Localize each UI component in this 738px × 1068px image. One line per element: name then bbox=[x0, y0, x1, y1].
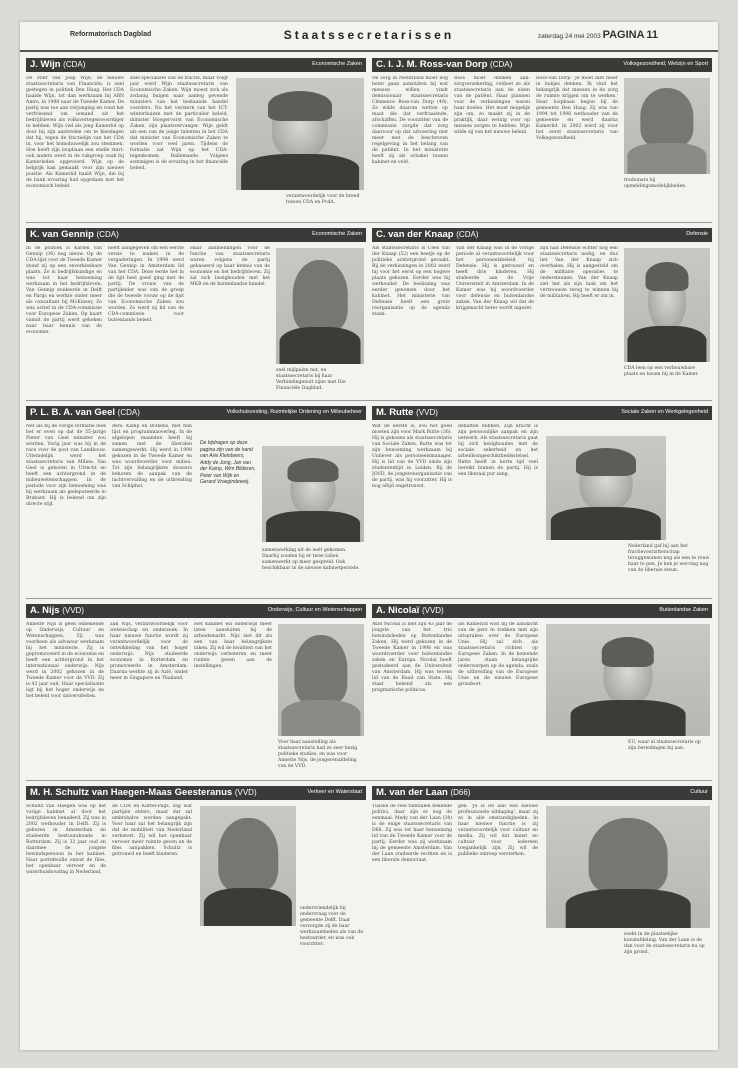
article-header bbox=[372, 406, 712, 420]
article-header bbox=[372, 58, 712, 72]
article-text: Annette Nijs is geen onbekende op Onderwijs, Cultuur en Wetenschappen. Zij was voorheen als adviseur werkzaam bij het ministerie. Zij is gepromoveerd in de economie en heeft een achtergrond in het internationaal onderwijs. Nijs werd in 2002 gekozen in de Tweede Kamer voor de VVD. Zij is 42 jaar oud. Haar specialisatie ligt bij het hoger onderwijs en het beleid voor universiteiten. bbox=[26, 622, 104, 699]
article-text: Tussen de vele tientallen bekende politici, daar zijn er nog de eenmaal. Medy van der Laan (34) is de enige staatssecretaris van D66. Zij was tot haar benoeming lid van de Tweede Kamer voor de partij. Eerder was zij werkzaam bij de gemeente Amsterdam. Van der Laan studeerde rechten en is een liberale democraat. bbox=[372, 804, 452, 863]
article-header bbox=[26, 58, 366, 72]
article-rutte bbox=[372, 406, 712, 594]
date: zaterdag 24 mei 2003 bbox=[537, 33, 601, 40]
article-text: De zorg in Nederland moet nog beter gaan aansluiten bij wat mensen willen, vindt demissionair staatssecretaris Clémence Ross-van Dorp (49). Ze wilde daarom wetten op maat die dat verfraaiende, afschaffen. De voorzitter van de commissie zorgde dat zorg daarvoor op dat uitvoering niet meer met de beschreven regelgeving in het belang van de patiënt. In het ministerie heeft zij als schakel tussen kabinet en veld. bbox=[372, 76, 448, 165]
article-section: Buitenlandse Zaken bbox=[659, 607, 708, 613]
article-text: heeft aangegeven om een eerste versie te maken in de vergaderingen. In 1998 werd Van Gennip in Amsterdam lid van het CDA. Deze eerde het in de tijd heel goed ging met de partij. De vrouw van de partijleider was van de groep die de tweede vrouw op de lijst van Economische Zaken zou worden. Zo werd zij lid van de CDA-commissie voor buitenlands beleid. bbox=[108, 246, 184, 323]
photo-caption: snel mijlpalen nut, en staatssecretaris bij haar Verbindingenuit zijne met Die Financiële Dagblad. bbox=[276, 368, 346, 391]
article-text: Schultz van Haegen was op het vorige kabinet al door het bedrijfsleven benaderd. Zij was in 2002 wethouder in Delft. Zij is geboren in Amsterdam en studeerde bestuurskunde in Rotterdam. Zij is 32 jaar oud en daarmee de jongste bewindspersoon in het kabinet. Haar portefeuille omvat de files, het openbaar vervoer en de waterhuishouding in Nederland. bbox=[26, 804, 106, 875]
article-section: Onderwijs, Cultuur en Wetenschappen bbox=[267, 607, 362, 613]
article-header bbox=[26, 604, 366, 618]
pull-quote: De bijdragen op deze pagina zijn van de hand van Arie Kleinbeers, Addy de Jong, Jan van der Kamp, Wim Bilderen, Peter van Wijk en Gerard Vroegindeweij. bbox=[200, 440, 256, 485]
portrait-photo bbox=[276, 248, 364, 364]
article-header bbox=[372, 786, 712, 800]
article-name: A. Nijs (VVD) bbox=[30, 605, 84, 616]
photo-caption: verantwoordelijk voor de breed tussen CDA en PvdA. bbox=[286, 194, 360, 205]
portrait-photo bbox=[546, 624, 710, 736]
article-name: J. Wijn (CDA) bbox=[30, 59, 86, 70]
photo-caption: Voor haar aanstelling als staatssecretaris had ze zeer bezig politieke studies, en was voor Annette Nijs, de jongerenafdeling van de VVD. bbox=[278, 740, 358, 769]
newspaper-page bbox=[20, 22, 718, 1050]
article-name: P. L. B. A. van Geel (CDA) bbox=[30, 407, 140, 418]
photo-caption: CDA leen op een verbouwbare plaats en kwam bij in de Kamer. bbox=[624, 366, 699, 377]
newspaper-name: Reformatorisch Dagblad bbox=[70, 31, 152, 38]
article-wijn bbox=[26, 58, 366, 218]
article-text: Als staatssecretaris is Cees van der Knaap (52) een beetje op de politieke achtergrond geraakt. Bij de verkiezingen in 2002 werd hij voor het eerst op een hogere plaats gekozen. Eerder was hij wethouder. De beslissing was eerder genomen door het kabinet. Het ministerie van Defensie heeft een grote reorganisatie op de agenda staan. bbox=[372, 246, 450, 317]
article-name: C. van der Knaap (CDA) bbox=[376, 229, 479, 240]
article-header bbox=[26, 228, 366, 242]
article-text: aan Nijs, verantwoordelijk voor wetenschap en onderzoek. In haar nieuwe functie wordt zij verantwoordelijk voor de ontwikkeling van het hoger onderwijs. Nijs studeerde economie in Rotterdam en promoveerde in Amsterdam. Daarna werkte zij in Azië, onder meer in Singapore en Thailand. bbox=[110, 622, 188, 681]
page-title: Staatssecretarissen bbox=[283, 28, 455, 42]
article-text: Ross-van Dorp: 'Je moet niet meer in hokjes denken. Ik vind het belangrijk dat mensen in de zorg de ruimte krijgen om te werken.' Haar loopbaan begon bij de gemeente Den Haag. Zij was van 1994 tot 1998 wethouder van de gemeente en werd daarna Kamerlid. In 2002 werd zij voor het eerst staatssecretaris van Volksgezondheid. bbox=[536, 76, 618, 141]
article-text: als Kamerlid wist hij de aandacht van de pers te trekken met zijn uitspraken over de Europese Unie. Hij zal zich als staatssecretaris richten op Europese Zaken. In de komende jaren staan belangrijke onderwerpen op de agenda, zoals de uitbreiding van de Europese Unie en de nieuwe Europese grondwet. bbox=[458, 622, 538, 687]
article-schultz bbox=[26, 786, 366, 970]
article-section: Economische Zaken bbox=[312, 231, 362, 237]
article-text: Wat de eerste is, zou het goed moeten zijn voor Mark Rutte (36). Hij is gekozen als staatssecretaris van Sociale Zaken. Rutte was tot zijn benoeming werkzaam bij Unilever als personeelsmanager. Hij is lid van de VVD sinds zijn studententijd in Leiden. Bij de JOVD, de jongerenorganisatie van de partij, was hij voorzitter. Hij is nog altijd ongetrouwd. bbox=[372, 424, 452, 489]
portrait-photo bbox=[624, 248, 710, 362]
article-header bbox=[26, 406, 366, 420]
article-text: Ross moet denken aan: zorgverzekering, voldoet ze als staatssecretaris aan de eisen van de patiënt. Haar plannen voor de verkiezingen waren haar doelen. Het moet mogelijk zijn om, zo maakt zij in de praktijk, daar weinig voor op mensen zorgen te hebben. Wijn wilde zij van het nieuwe beleid. bbox=[454, 76, 530, 135]
portrait-photo bbox=[278, 624, 364, 736]
article-laan bbox=[372, 786, 712, 970]
article-nicolai bbox=[372, 604, 712, 776]
article-text: stiel specialiste van de fractie, maar volgt jaar werd Wijn staatssecretaris van Economische Zaken. Wijn moest zich als zodanig buigen naar aanleg gevende ministers van het bestaande handel voerders. Nu het versterk van het ICT-winterhuizen met de particulier beleid, minister Hoogervorst van Economische Zaken, zijn plaatsvervanger. Wijn geldt als een van de jonge talenten in het CDA dat minister van Economische Zaken te worden voor veel jaren. Tijdens de formatie zat Wijn op het CDA-tegenkomen. Ballemaede. Volgens sommigen is de ervaring in het financiële beleid. bbox=[130, 76, 228, 171]
portrait-photo bbox=[200, 806, 296, 926]
article-text: Van der Knaap was in de vorige periode al verantwoordelijk voor het personeelsbeleid bij Defensie. Hij is getrouwd en heeft drie kinderen. Hij studeerde aan de Vrije Universiteit in Amsterdam. In de Kamer was hij woordvoerder voor defensie en buitenlandse zaken. Van der Knaap wil dat de krijgsmacht beter wordt ingezet. bbox=[456, 246, 534, 311]
photo-caption: tradioners bij opmeldingsmodelijkheden. bbox=[624, 178, 687, 189]
article-text: de CDA en Kartel-Paijs, zag wat partijen elders, maar dat zal ambtshalve worden aangepakt. Voor haar zal het belangrijk zijn dat de mobiliteit van Nederland verbetert. Zij wil het openbaar vervoer meer ruimte geven en de files aanpakken. Schultz is getrouwd en heeft kinderen. bbox=[112, 804, 192, 857]
article-section: Volkshuisvesting, Ruimtelijke Ordening en Milieubeheer bbox=[226, 409, 362, 415]
article-knaap bbox=[372, 228, 712, 396]
date-page bbox=[538, 29, 658, 41]
article-section: Volksgezondheid, Welzijn en Sport bbox=[623, 61, 708, 67]
article-text: Net als bij de vorige formatie leek het er even op dat de 55-jarige Pieter van Geel minister zou worden. Vorig jaar was hij in de race voor de post van Landbouw. Uiteindelijk werd het staatssecretaris van Milieu. Van Geel is geboren in Utrecht en heeft een achtergrond in de milieuwetenschappen. In de periode voor zijn benoeming was hij werkzaam als gedeputeerde in Brabant. Hij is bekend om zijn directe stijl. bbox=[26, 424, 106, 507]
article-name: C. I. J. M. Ross-van Dorp (CDA) bbox=[376, 59, 513, 70]
article-text: In de politiek is Karien van Gennip (36) nog nieuw. Op de CDA-lijst voor de Tweede Kamer stond zij op een onverkiesbare plaats. Ze is bedrijfskundige en was tot haar benoeming werkzaam in het bedrijfsleven. Van Gennip studeerde in Delft en Parijs en werkte onder meer als consultant bij McKinsey. Ze was actief in de CDA-commissie voor Europese Zaken. Op kaart vanuit de partij werd gekeken naar haar kennis van de economie. bbox=[26, 246, 102, 335]
page-number: 11 bbox=[646, 29, 658, 41]
article-header bbox=[372, 604, 712, 618]
divider bbox=[26, 222, 712, 223]
article-name: M. Rutte (VVD) bbox=[376, 407, 438, 418]
article-section: Economische Zaken bbox=[312, 61, 362, 67]
article-gennip bbox=[26, 228, 366, 396]
masthead bbox=[20, 22, 718, 52]
divider bbox=[26, 400, 712, 401]
photo-caption: EU, waar al staatssecretaris op zijn beriedingen bij aan. bbox=[628, 740, 701, 751]
article-section: Sociale Zaken en Werkgelegenheid bbox=[621, 409, 708, 415]
article-section: Verkeer en Waterstaat bbox=[307, 789, 362, 795]
divider bbox=[26, 780, 712, 781]
photo-caption: ondervriendelijk bij ondervraag voor de gemeente Delft. Daar verzorgde zij de haar werkzaamheden als van de bestuurder, en was ook voorzitter. bbox=[300, 906, 364, 947]
portrait-photo bbox=[236, 78, 364, 190]
article-text: Haar aanmeldingen voor de functie van staatssecretaris waren volgens de partij gebaseerd op haar kennis van de economie en het bedrijfsleven. Zij zal zich bezighouden met het MKB en de buitenlandse handel. bbox=[190, 246, 270, 287]
article-name: M. H. Schultz van Haegen-Maas Geesteranus (VVD) bbox=[30, 787, 257, 798]
article-text: gen. 'Je is iet aan een nieuwe professionele uitdaging', maar zij zo in alle omstandigheden. In haar nieuwe functie is zij verantwoordelijk voor cultuur en media. Zij wil dat kunst en cultuur voor iedereen toegankelijk zijn. Zij wil de publieke omroep versterken. bbox=[458, 804, 538, 857]
portrait-photo bbox=[546, 806, 710, 928]
photo-caption: Nederland gaf hij aan het fractievoorzitterschap teruggenomen nog als een te rouw haar te pen. Je heb je werving nog van de liberale steun. bbox=[628, 544, 710, 573]
portrait-photo bbox=[624, 78, 710, 174]
article-text: Atzo Nicolaï is met zijn 43 jaar de jongste van het trio bewindslieden op Buitenlandse Zaken. Hij werd gekozen in de Tweede Kamer in 1998 en was woordvoerder voor buitenlandse zaken en Europa. Nicolaï heeft gestudeerd aan de Universiteit van Amsterdam. Hij was tevens lid van de Raad van State. Hij staat bekend als een pragmatische politicus. bbox=[372, 622, 452, 693]
article-text: ders. Kamp en Bolkens, met hun lijst en programmaoverleg. In de afgelopen maanden heeft hij samen met de liberalen samengewerkt. Hij werd in 1998 gekozen in de Tweede Kamer en was woordvoerder voor milieu. Tot zijn belangrijkste dossiers behoren de aanpak van de luchtvervuiling en de uitbreiding van Schiphol. bbox=[112, 424, 192, 489]
article-section: Cultuur bbox=[690, 789, 708, 795]
article-name: M. van der Laan (D66) bbox=[376, 787, 471, 798]
article-section: Defensie bbox=[686, 231, 708, 237]
article-name: A. Nicolaï (VVD) bbox=[376, 605, 444, 616]
photo-caption: zoekt in de plaatselijke kunstafdeling. Van der Laan is de dan voor de staatssecretaris nu op zijn grond. bbox=[624, 932, 705, 955]
page-label: PAGINA bbox=[602, 29, 645, 41]
article-header bbox=[372, 228, 712, 242]
article-header bbox=[26, 786, 366, 800]
photo-caption: samenwerking uit de welt gekomen. Daarbij zouden hij er twee tallen samenwerkt op meer gespreid. Ook beschikbaar in de nieuwe kabinetperiode. bbox=[262, 548, 360, 571]
article-geel bbox=[26, 406, 366, 594]
article-text: De stier van Joop Wijn, de nieuwe staatssecretaris van Financiën, is snel gestegen in politiek Den Haag. Het CDA haalde Wijn, tot dan werkzaam bij ABN Amro, in 1998 naar de Tweede Kamer. De partij was toe aan verjonging en vond het verfrissend om iemand uit het bedrijfsleven als volksvertegenwoordiger te hebben. Wijn viel als jong Kamerlid op door bij zijn aantreden om te kiesdagen dat hij, tegen de fractielijn van het CDA in, voor het homohuwelijk zou stemmen. Hoe heeft zijn loopbaan een snelle start: ook anders werd in de vakgroep vaak bij Kamerleden opgevoerd. Wijn op de belgrijk kan gemaakt voor zijn nieuwe positie. Als Kamerlid haald Wijn, die bij de bank ervaring had opgedaan met het economisch beleid. bbox=[26, 76, 124, 189]
article-ross bbox=[372, 58, 712, 218]
article-text: Het kabinet wil onderwijs meer laten aansluiten bij de arbeidsmarkt. Nijs ziet dit als een van haar belangrijkste taken. Zij wil de kwaliteit van het onderwijs verbeteren en meer ruimte geven aan de instellingen. bbox=[194, 622, 272, 669]
article-text: debatten hebben. Zijn kracht is zijn persoonlijke aanpak en zijn netwerk. Als staatssecretaris gaat hij zich bezighouden met de sociale zekerheid en het arbeidsongeschiktheidsstelsel. Rutte heeft in korte tijd veel bereikt binnen de partij. Hij is een liberaal pur sang. bbox=[458, 424, 538, 477]
divider bbox=[26, 598, 712, 599]
article-name: K. van Gennip (CDA) bbox=[30, 229, 119, 240]
article-text: zijn had Defensie echter nog een staatssecretaris nodig, en dus liet Van der Knaap zich overhalen. Hij is aangesteld om de militaire operaties te ondersteunen. Van der Knaap ziet het als zijn taak om het vertrouwen terug te winnen bij de militairen. Hij heeft er zin in. bbox=[540, 246, 618, 299]
article-nijs bbox=[26, 604, 366, 776]
portrait-photo bbox=[546, 436, 666, 540]
portrait-photo bbox=[262, 446, 364, 542]
